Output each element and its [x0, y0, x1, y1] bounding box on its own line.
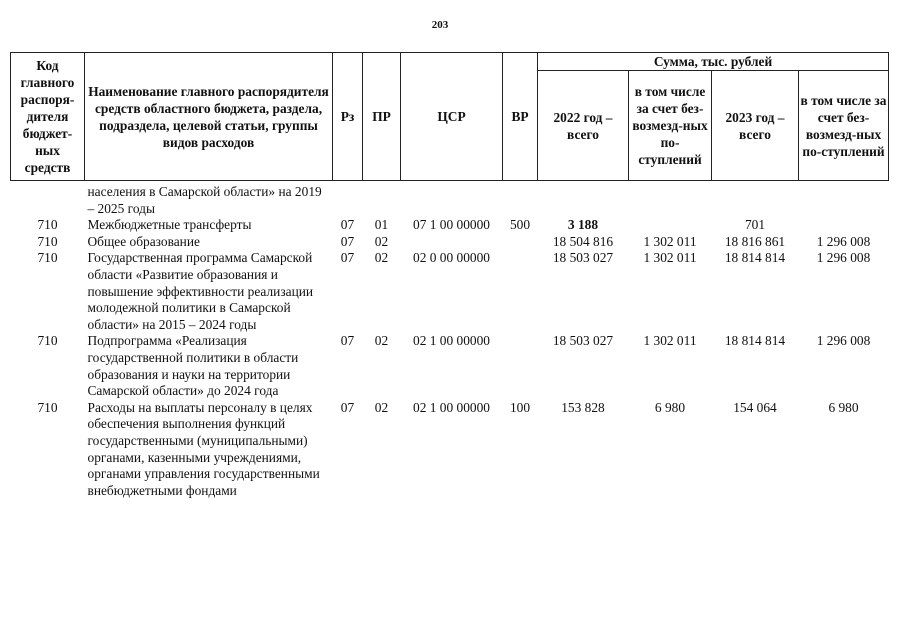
row-2023-grants: 1 296 008	[816, 233, 871, 249]
row-rz: 07	[340, 399, 355, 415]
header-csr: ЦСР	[401, 53, 503, 181]
row-code: 710	[37, 399, 58, 415]
table-row	[11, 250, 889, 333]
row-name: Государственная программа Самарской области «Развитие образования и повышение эффективности реализации молодежной политики в Самарской области» на 2015 – 2024 годы	[87, 250, 314, 332]
row-2022-total: 3 188	[567, 217, 599, 233]
row-vr	[503, 250, 538, 333]
row-2023-grants: 1 296 008	[816, 333, 871, 349]
row-csr: 02 1 00 00000	[413, 399, 490, 415]
row-2022-grants: 1 302 011	[643, 250, 697, 266]
row-code: 710	[37, 217, 58, 233]
page-number: 203	[431, 19, 449, 31]
row-2022-grants	[629, 217, 712, 234]
row-2022-total: 18 503 027	[552, 333, 614, 349]
header-rz: Рз	[333, 53, 363, 181]
continuation-row	[11, 184, 889, 217]
row-2023-total: 154 064	[733, 399, 777, 415]
row-code: 710	[37, 250, 58, 266]
row-rz: 07	[340, 250, 355, 266]
header-2023-grants: в том числе за счет без-возмезд-ных по-ступлений	[799, 71, 889, 181]
row-pr: 02	[374, 399, 389, 415]
header-name: Наименование главного распорядителя средств областного бюджета, раздела, подраздела, целевой статьи, группы видов расходов	[85, 53, 333, 181]
row-name: Межбюджетные трансферты	[87, 217, 252, 233]
row-vr	[503, 333, 538, 399]
row-2022-grants: 1 302 011	[643, 233, 697, 249]
table-body	[11, 181, 889, 500]
row-2022-total: 153 828	[561, 399, 605, 415]
row-2023-total: 701	[744, 217, 766, 233]
row-code: 710	[37, 333, 58, 349]
row-2023-total: 18 816 861	[724, 233, 786, 249]
row-pr: 02	[374, 233, 389, 249]
table-header	[11, 53, 889, 181]
header-pr: ПР	[363, 53, 401, 181]
header-sum: Сумма, тыс. рублей	[538, 53, 889, 71]
row-2023-grants	[799, 217, 889, 234]
row-pr: 02	[374, 333, 389, 349]
row-2022-total: 18 504 816	[552, 233, 614, 249]
row-name: Подпрограмма «Реализация государственной политики в области образования и науки на территории Самарской области» до 2024 года	[87, 333, 299, 399]
row-csr: 02 0 00 00000	[413, 250, 490, 266]
row-csr	[401, 234, 503, 251]
row-vr: 500	[509, 217, 531, 233]
row-vr: 100	[509, 399, 531, 415]
header-vr: ВР	[503, 53, 538, 181]
table-row	[11, 333, 889, 399]
header-code: Код главного распоря-дителя бюджет-ных средств	[11, 53, 85, 181]
row-name: Расходы на выплаты персоналу в целях обеспечения выполнения функций государственными (муниципальными) органами, казенными учреждениями, органами управления государственными внебюджетными фондами	[87, 399, 320, 498]
row-2023-total: 18 814 814	[724, 333, 786, 349]
row-rz: 07	[340, 217, 355, 233]
budget-table	[10, 52, 889, 499]
table-row	[11, 234, 889, 251]
row-2023-total: 18 814 814	[724, 250, 786, 266]
header-2022-total: 2022 год – всего	[538, 71, 629, 181]
row-pr: 01	[374, 217, 389, 233]
row-2022-grants: 1 302 011	[643, 333, 697, 349]
table-row	[11, 217, 889, 234]
row-csr: 02 1 00 00000	[413, 333, 490, 349]
row-2022-grants: 6 980	[654, 399, 686, 415]
row-csr: 07 1 00 00000	[413, 217, 490, 233]
table-row	[11, 400, 889, 500]
header-2022-grants: в том числе за счет без-возмезд-ных по-ступлений	[629, 71, 712, 181]
row-rz: 07	[340, 333, 355, 349]
row-2022-total: 18 503 027	[552, 250, 614, 266]
row-2023-grants: 1 296 008	[816, 250, 871, 266]
row-code: 710	[37, 233, 58, 249]
row-vr	[503, 234, 538, 251]
header-2023-total: 2023 год – всего	[712, 71, 799, 181]
row-pr: 02	[374, 250, 389, 266]
row-name: Общее образование	[87, 233, 200, 249]
continuation-text: населения в Самарской области» на 2019 – 2025 годы	[87, 184, 322, 216]
row-2023-grants: 6 980	[828, 399, 859, 415]
row-rz: 07	[340, 233, 355, 249]
